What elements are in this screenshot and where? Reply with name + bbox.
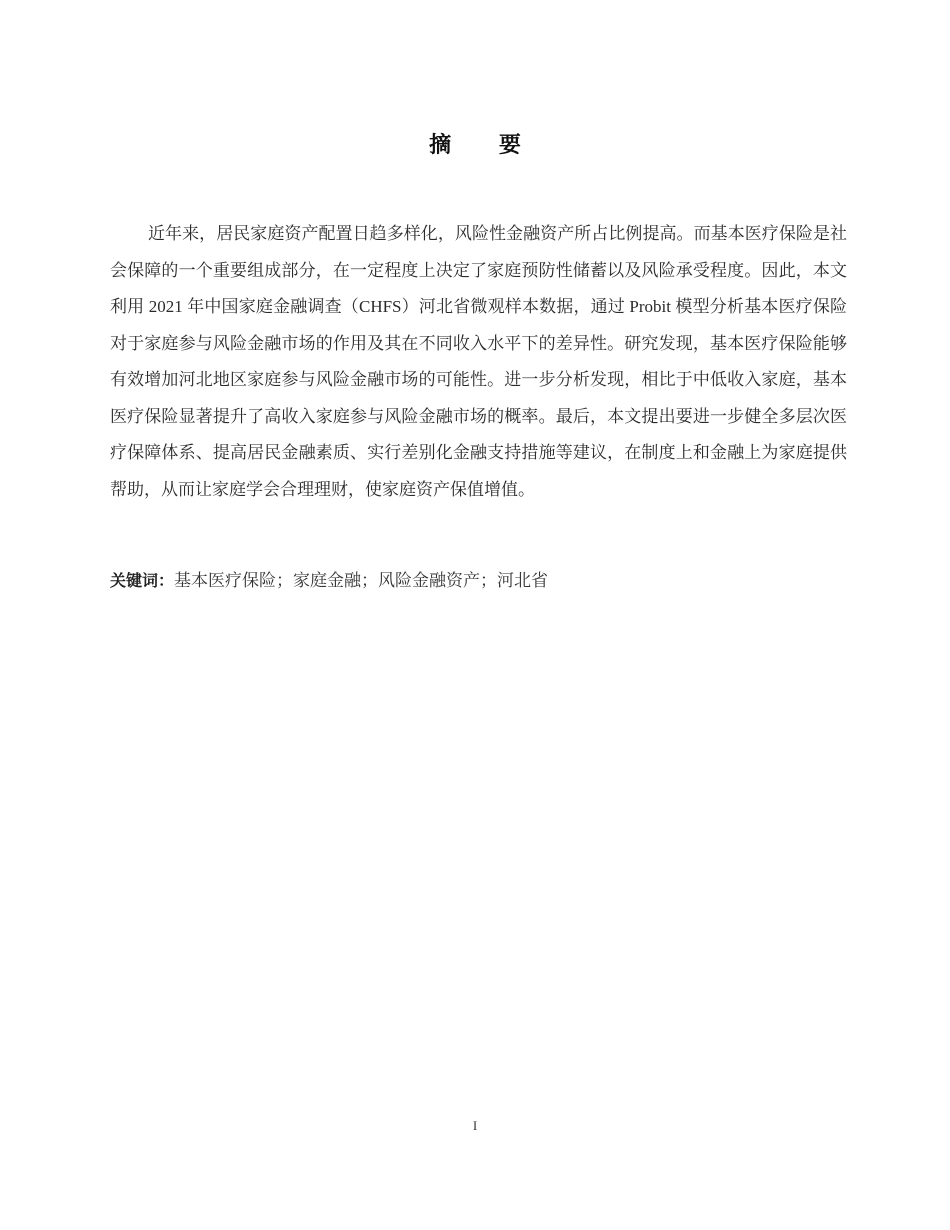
keywords-line [110, 563, 847, 599]
page-number: I [472, 1118, 478, 1133]
abstract-title: 摘 要 [429, 133, 541, 158]
keywords-text: 基本医疗保险；家庭金融；风险金融资产；河北省 [174, 571, 549, 590]
abstract-paragraph: 近年来，居民家庭资产配置日趋多样化，风险性金融资产所占比例提高。而基本医疗保险是社会保障的一个重要组成部分，在一定程度上决定了家庭预防性储蓄以及风险承受程度。因此，本文利用 2021 年中国家庭金融调查（CHFS）河北省微观样本数据，通过 Probit 模型分析基本医疗保险对于家庭参与风险金融市场的作用及其在不同收入水平下的差异性。研究发现，基本医疗保险能够有效增加河北地区家庭参与风险金融市场的可能性。进一步分析发现，相比于中低收入家庭，基本医疗保险显著提升了高收入家庭参与风险金融市场的概率。最后，本文提出要进一步健全多层次医疗保障体系、提高居民金融素质、实行差别化金融支持措施等建议，在制度上和金融上为家庭提供帮助，从而让家庭学会合理理财，使家庭资产保值增值。 [110, 224, 847, 499]
keywords-label: 关键词： [110, 571, 175, 590]
